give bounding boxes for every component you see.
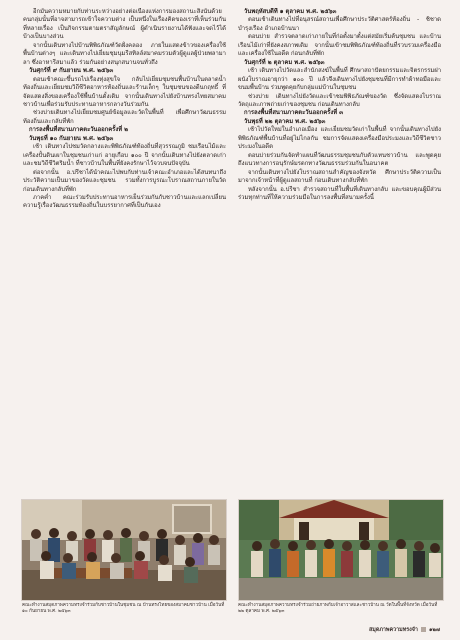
body-paragraph: ตอนเช้าคณะขึ้นรถไปเรื่องทุ่งสุขใจ กลับไปเยี่ยมชุมชนพื้นบ้านในตลาดน้ำท้องถิ่นและเยี่ยมชมวิถีชีวิตอาหารท้องถิ่นและร้านเล็กๆ ในชุมชนของดีนกฤทธิ์ ที่จัดแสดงสิ่งของเครื่องใช้พื้นบ้านดั้งเดิม จากนั้นเดินทางไปยังบ้านทรงไทยสมาคมชาวบ้านเพื่อร่วมรับประทานอาหารกลางวันร่วมกัน	[23, 76, 226, 108]
body-paragraph: เช้า เดินทางไปวัดและสำนักสงฆ์ในพื้นที่ ศึกษาสถาปัตยกรรมและจิตรกรรมฝาผนังโบราณอายุกว่า ๑๐๐ ปี แล้วจึงเดินทางไปยังชุมชนที่มีการทำผ้าทอมือและขนมพื้นบ้าน ร่วมพูดคุยกับกลุ่มแม่บ้านในชุมชน	[238, 68, 441, 92]
footer-divider	[421, 627, 426, 632]
body-paragraph: จากนั้นเดินทางไปยังโบราณสถานสำคัญของจังหวัด ศึกษาประวัติความเป็นมาจากเจ้าหน้าที่ผู้ดูแลสถานที่ ก่อนเดินทางกลับที่พัก	[238, 169, 441, 185]
body-paragraph: ช่วงบ่าย เดินทางไปยังวัดและเข้าชมพิพิธภัณฑ์ของวัด ซึ่งจัดแสดงโบราณวัตถุและภาพถ่ายเก่าของชุมชน ก่อนเดินทางกลับ	[238, 93, 441, 108]
left-text-column	[23, 8, 226, 495]
page-number: ๑๒๗	[428, 627, 440, 633]
photo-caption-left: คณะทำงานสมุดภาพความทรงจำร่วมกับชาวบ้านในชุมชน ณ บ้านทรงไทยของสมาคมชาวบ้าน เมื่อวันที่ ๑๐ กันยายน พ.ศ. ๒๕๖๓	[22, 603, 225, 615]
right-text-column	[238, 8, 441, 491]
body-paragraph: ตอนบ่าย สำรวจตลาดเก่าภายในที่ก่อตั้งมาตั้งแต่สมัยเริ่มต้นชุมชน และบ้านเรือนไม้เก่าที่ยังคงสภาพเดิม จากนั้นเข้าชมพิพิธภัณฑ์ท้องถิ่นที่รวบรวมเครื่องมือและเครื่องใช้ในอดีต ก่อนกลับที่พัก	[238, 34, 441, 58]
body-paragraph: เช้า เดินทางไปชมวัดกลางและพิพิธภัณฑ์ท้องถิ่นที่สุวรรณภูมิ ชมเรือนไม้และเครื่องปั้นดินเผาในชุมชนเก่าแก่ อายุเกือบ ๑๐๐ ปี จากนั้นเดินทางไปยังตลาดเก่าและชมวิถีชีวิตริมน้ำ ที่ชาวบ้านในพื้นที่ยังคงรักษาไว้จวบจนปัจจุบัน	[23, 144, 226, 168]
magazine-title: สมุดภาพความทรงจำ	[369, 627, 418, 633]
section-heading: วันพุธที่ ๑๐ กันยายน พ.ศ. ๒๕๖๓	[29, 135, 114, 142]
photo-caption-right: คณะทำงานสมุดภาพความทรงจำร่วมถ่ายภาพกับเจ้าอาวาสและชาวบ้าน ณ วัดในพื้นที่จังหวัด เมื่อวันที่ ๒๒ ตุลาคม พ.ศ. ๒๕๖๓	[238, 603, 438, 615]
section-heading: วันพุธที่ ๒๒ ตุลาคม พ.ศ. ๒๕๖๓	[244, 118, 326, 125]
body-paragraph: เช้าไปวัดใหม่ในอำเภอเมือง และเยี่ยมชมวัดเก่าในพื้นที่ จากนั้นเดินทางไปยังพิพิธภัณฑ์พื้นบ้านที่อยู่ไม่ไกลกัน ชมการจัดแสดงเครื่องมือประมงและวิถีชีวิตชาวประมงในอดีต	[238, 127, 441, 151]
body-paragraph: จากนั้นเดินทางไปบ้านพิพิธภัณฑ์วัดฝั่งคลอง ภายในแสดงข้าวของเครื่องใช้พื้นบ้านต่างๆ และเดินทางไปเยี่ยมชุมนุมรีสทิลล์สมาคมรวมตัวผู้ดูแลผู้ป่วยพลามาลา ซึ่งอาหารีสมาแล้ว ร่วมกันอย่างสนุกสนานจนทั่วถึง	[23, 42, 226, 66]
body-paragraph: ต่อจากนั้น อ.ปรีชาได้นำคณะไปพบกับท่านเจ้าคณะอำเภอและได้สนทนาถึงประวัติความเป็นมาของวัดและชุมชน รวมทั้งการบูรณะโบราณสถานภายในวัด ก่อนเดินทางกลับที่พัก	[23, 169, 226, 193]
section-heading: วันพฤหัสบดีที่ ๑ ตุลาคม พ.ศ. ๒๕๖๓	[244, 9, 337, 15]
group-photo-right	[238, 499, 444, 601]
body-paragraph: หลังจากนั้น อ.ปรีชา สำรวจสถานที่ในพื้นที่เดินทางกลับ และขอบคุณผู้มีส่วนร่วมทุกท่านที่ให้ความร่วมมือในการลงพื้นที่สนามครั้งนี้	[238, 186, 441, 201]
section-heading: การลงพื้นที่สนามภาคตะวันออกครั้งที่ ๓	[244, 110, 344, 117]
section-heading: การลงพื้นที่สนามภาคตะวันออกครั้งที่ ๒	[29, 127, 129, 134]
body-paragraph: ตอนบ่ายร่วมกันจัดทำแผนที่วัฒนธรรมชุมชนกับตัวแทนชาวบ้าน และพูดคุยถึงแนวทางการอนุรักษ์มรดกทางวัฒนธรรมร่วมกันในอนาคต	[238, 152, 441, 168]
body-paragraph: ภาคค่ำ คณะร่วมรับประทานอาหารเย็นร่วมกันกับชาวบ้านและแลกเปลี่ยนความรู้เรื่องวัฒนธรรมท้องถิ่นในบรรยากาศที่เป็นกันเอง	[23, 194, 226, 210]
section-heading: วันศุกร์ที่ ๒ ตุลาคม พ.ศ. ๒๕๖๓	[244, 59, 325, 66]
group-photo-left	[21, 499, 227, 601]
body-paragraph: ตอนเช้าเดินทางไปที่อนุสรณ์สถานเพื่อศึกษาประวัติศาสตร์ท้องถิ่น - ชิชาดบำรุงเรือง อำเภอบ้านนา	[238, 17, 441, 32]
body-paragraph: ช่วงบ่ายเดินทางไปเยี่ยมชมศูนย์ข้อมูลและวัดในพื้นที่ เพื่อศึกษาวัฒนธรรมท้องถิ่นและกลับที่พัก	[23, 110, 226, 125]
section-heading: วันศุกร์ที่ ๙ กันยายน พ.ศ. ๒๕๖๓	[29, 68, 114, 75]
page-footer	[369, 626, 440, 634]
body-paragraph: อีกมันความหมายกับท่านระหว่างอย่างต่อเนื่องแห่งการมองสถานะสิ่งนั้นด้วยคนกลุ่มนั้นที่อาจสามารถเข้าใจความต่าง เป็นหนึ่งในเรื่องคิดของเราที่เห็นร่วมกันที่หลายเรื่อง เป็นกิจกรรมตามตราสัญลักษณ์ ผู้ดำเนินรายงานได้ฟังและจดไว้ได้บ้างเป็นบางส่วน	[23, 9, 226, 41]
